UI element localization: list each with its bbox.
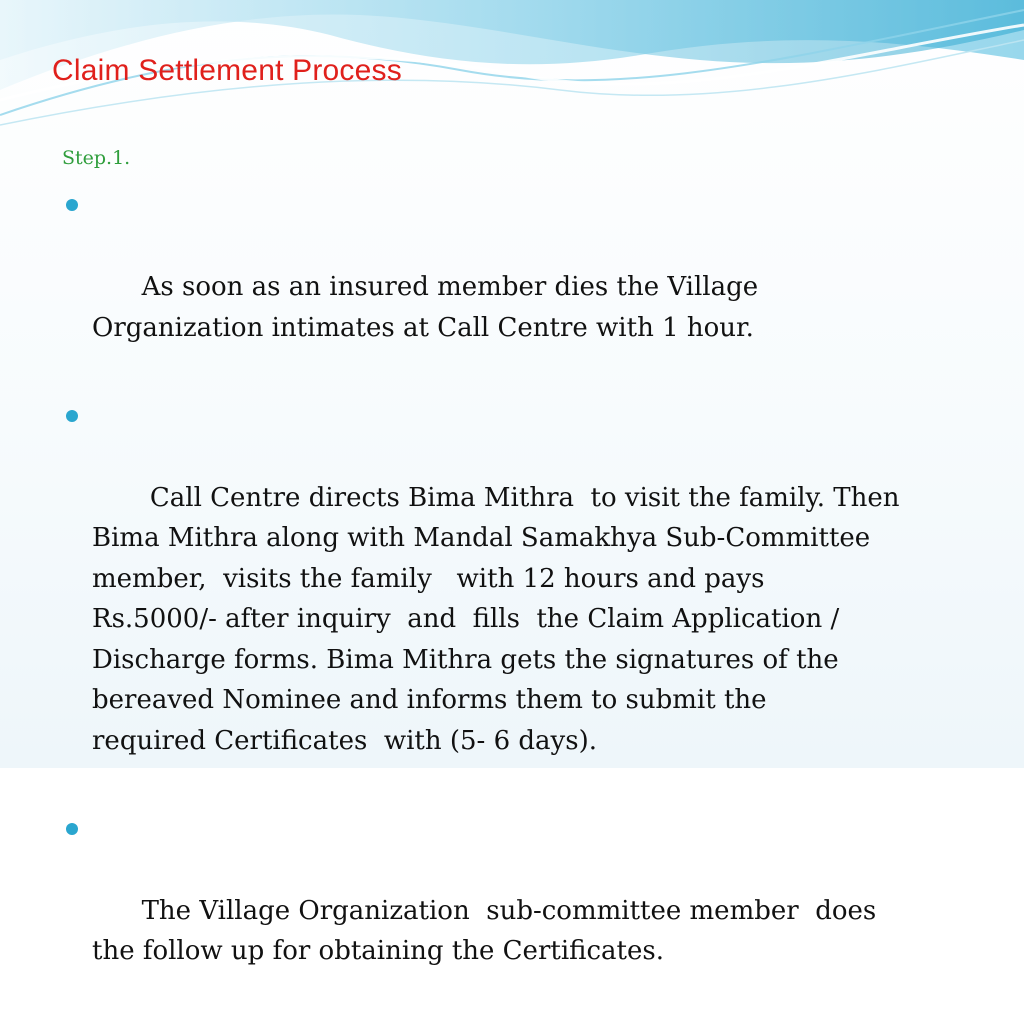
- bullet-text: Call Centre directs Bima Mithra to visit the family. Then Bima Mithra along with Mandal Samakhya Sub-Committee member, visits the family with 12 hours and pays Rs.5000/- after inquiry and fills the Claim Application / Discharge forms. Bima Mithra gets the signatures of the bereaved Nominee and informs them to submit the required Certificates with (5- 6 days).: [92, 482, 900, 756]
- bullet-item: [64, 810, 964, 1013]
- bullet-dot-icon: [66, 410, 78, 422]
- bullet-item: [64, 186, 964, 389]
- bullet-list: [64, 186, 964, 1020]
- bullet-item: [64, 397, 964, 802]
- bullet-text: As soon as an insured member dies the Village Organization intimates at Call Centre with 1 hour.: [92, 272, 759, 343]
- step-label: Step.1.: [62, 147, 131, 169]
- bullet-dot-icon: [66, 823, 78, 835]
- slide-title: Claim Settlement Process: [52, 54, 402, 87]
- bullet-dot-icon: [66, 199, 78, 211]
- bullet-text: The Village Organization sub-committee member does the follow up for obtaining the Certificates.: [92, 895, 877, 966]
